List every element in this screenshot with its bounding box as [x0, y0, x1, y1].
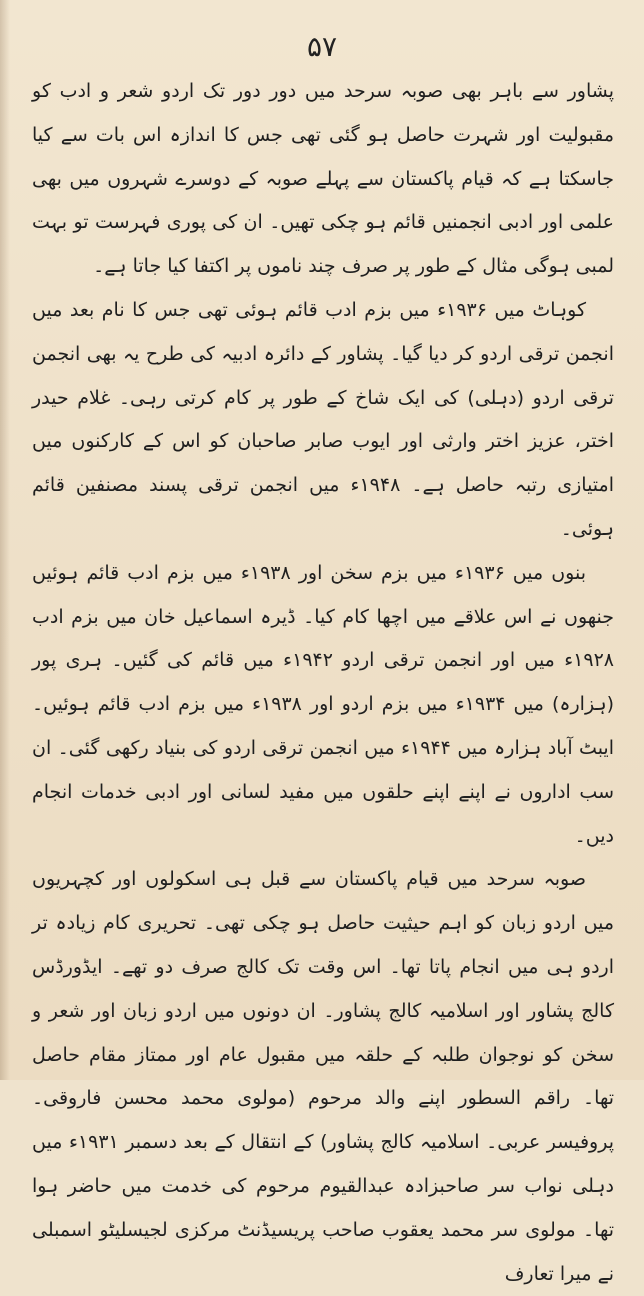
paragraph-3: بنوں میں ۱۹۳۶ء میں بزم سخن اور ۱۹۳۸ء میں بزم ادب قائم ہوئیں جنھوں نے اس علاقے میں اچھا کام کیا۔ ڈیرہ اسماعیل خان میں بزم ادب ۱۹۲۸ء میں اور انجمن ترقی اردو ۱۹۴۲ء میں قائم کی گئیں۔ ہری پور (ہزارہ) میں ۱۹۳۴ء میں بزم اردو اور ۱۹۳۸ء میں بزم ادب قائم ہوئیں۔ ایبٹ آباد ہزارہ میں ۱۹۴۴ء میں انجمن ترقی اردو کی بنیاد رکھی گئی۔ ان سب اداروں نے اپنے اپنے حلقوں میں مفید لسانی اور ادبی خدمات انجام دیں۔ — [32, 561, 614, 847]
paragraph-2: کوہاٹ میں ۱۹۳۶ء میں بزم ادب قائم ہوئی تھی جس کا نام بعد میں انجمن ترقی اردو کر دیا گیا۔ پشاور کے دائرہ ادبیہ کی طرح یہ بھی انجمن ترقی اردو (دہلی) کی ایک شاخ کے طور پر کام کرتی رہی۔ غلام حیدر اختر، عزیز اختر وارثی اور ایوب صابر صاحبان کو اس کے کارکنوں میں امتیازی رتبہ حاصل ہے۔ ۱۹۴۸ء میں انجمن ترقی پسند مصنفین قائم ہوئی۔ — [32, 298, 614, 540]
paragraph-4: صوبہ سرحد میں قیام پاکستان سے قبل ہی اسکولوں اور کچہریوں میں اردو زبان کو اہم حیثیت حاصل ہو چکی تھی۔ تحریری کام زیادہ تر اردو ہی میں انجام پاتا تھا۔ اس وقت تک کالج صرف دو تھے۔ ایڈورڈس کالج پشاور اور اسلامیہ کالج پشاور۔ ان دونوں میں اردو زبان اور شعر و سخن کو نوجوان طلبہ کے حلقہ میں مقبول عام اور ممتاز مقام حاصل تھا۔ راقم السطور اپنے والد مرحوم (مولوی محمد محسن فاروقی۔ پروفیسر عربی۔ اسلامیہ کالج پشاور) کے انتقال کے بعد دسمبر ۱۹۳۱ء میں دہلی نواب سر صاحبزادہ عبدالقیوم مرحوم کی خدمت میں حاضر ہوا تھا۔ مولوی سر محمد یعقوب صاحب پریسیڈنٹ مرکزی لجیسلیٹو اسمبلی نے میرا تعارف — [32, 868, 614, 1285]
body-text — [32, 70, 614, 1296]
paragraph-1: پشاور سے باہر بھی صوبہ سرحد میں دور دور تک اردو شعر و ادب کو مقبولیت اور شہرت حاصل ہو گئی تھی جس کا اندازہ اس بات سے کیا جاسکتا ہے کہ قیام پاکستان سے پہلے صوبہ کے دوسرے شہروں میں بھی علمی اور ادبی انجمنیں قائم ہو چکی تھیں۔ ان کی پوری فہرست تو بہت لمبی ہوگی مثال کے طور پر صرف چند ناموں پر اکتفا کیا جاتا ہے۔ — [32, 80, 614, 278]
page-edge-shadow — [0, 0, 10, 1080]
page-number: ۵۷ — [306, 30, 338, 63]
